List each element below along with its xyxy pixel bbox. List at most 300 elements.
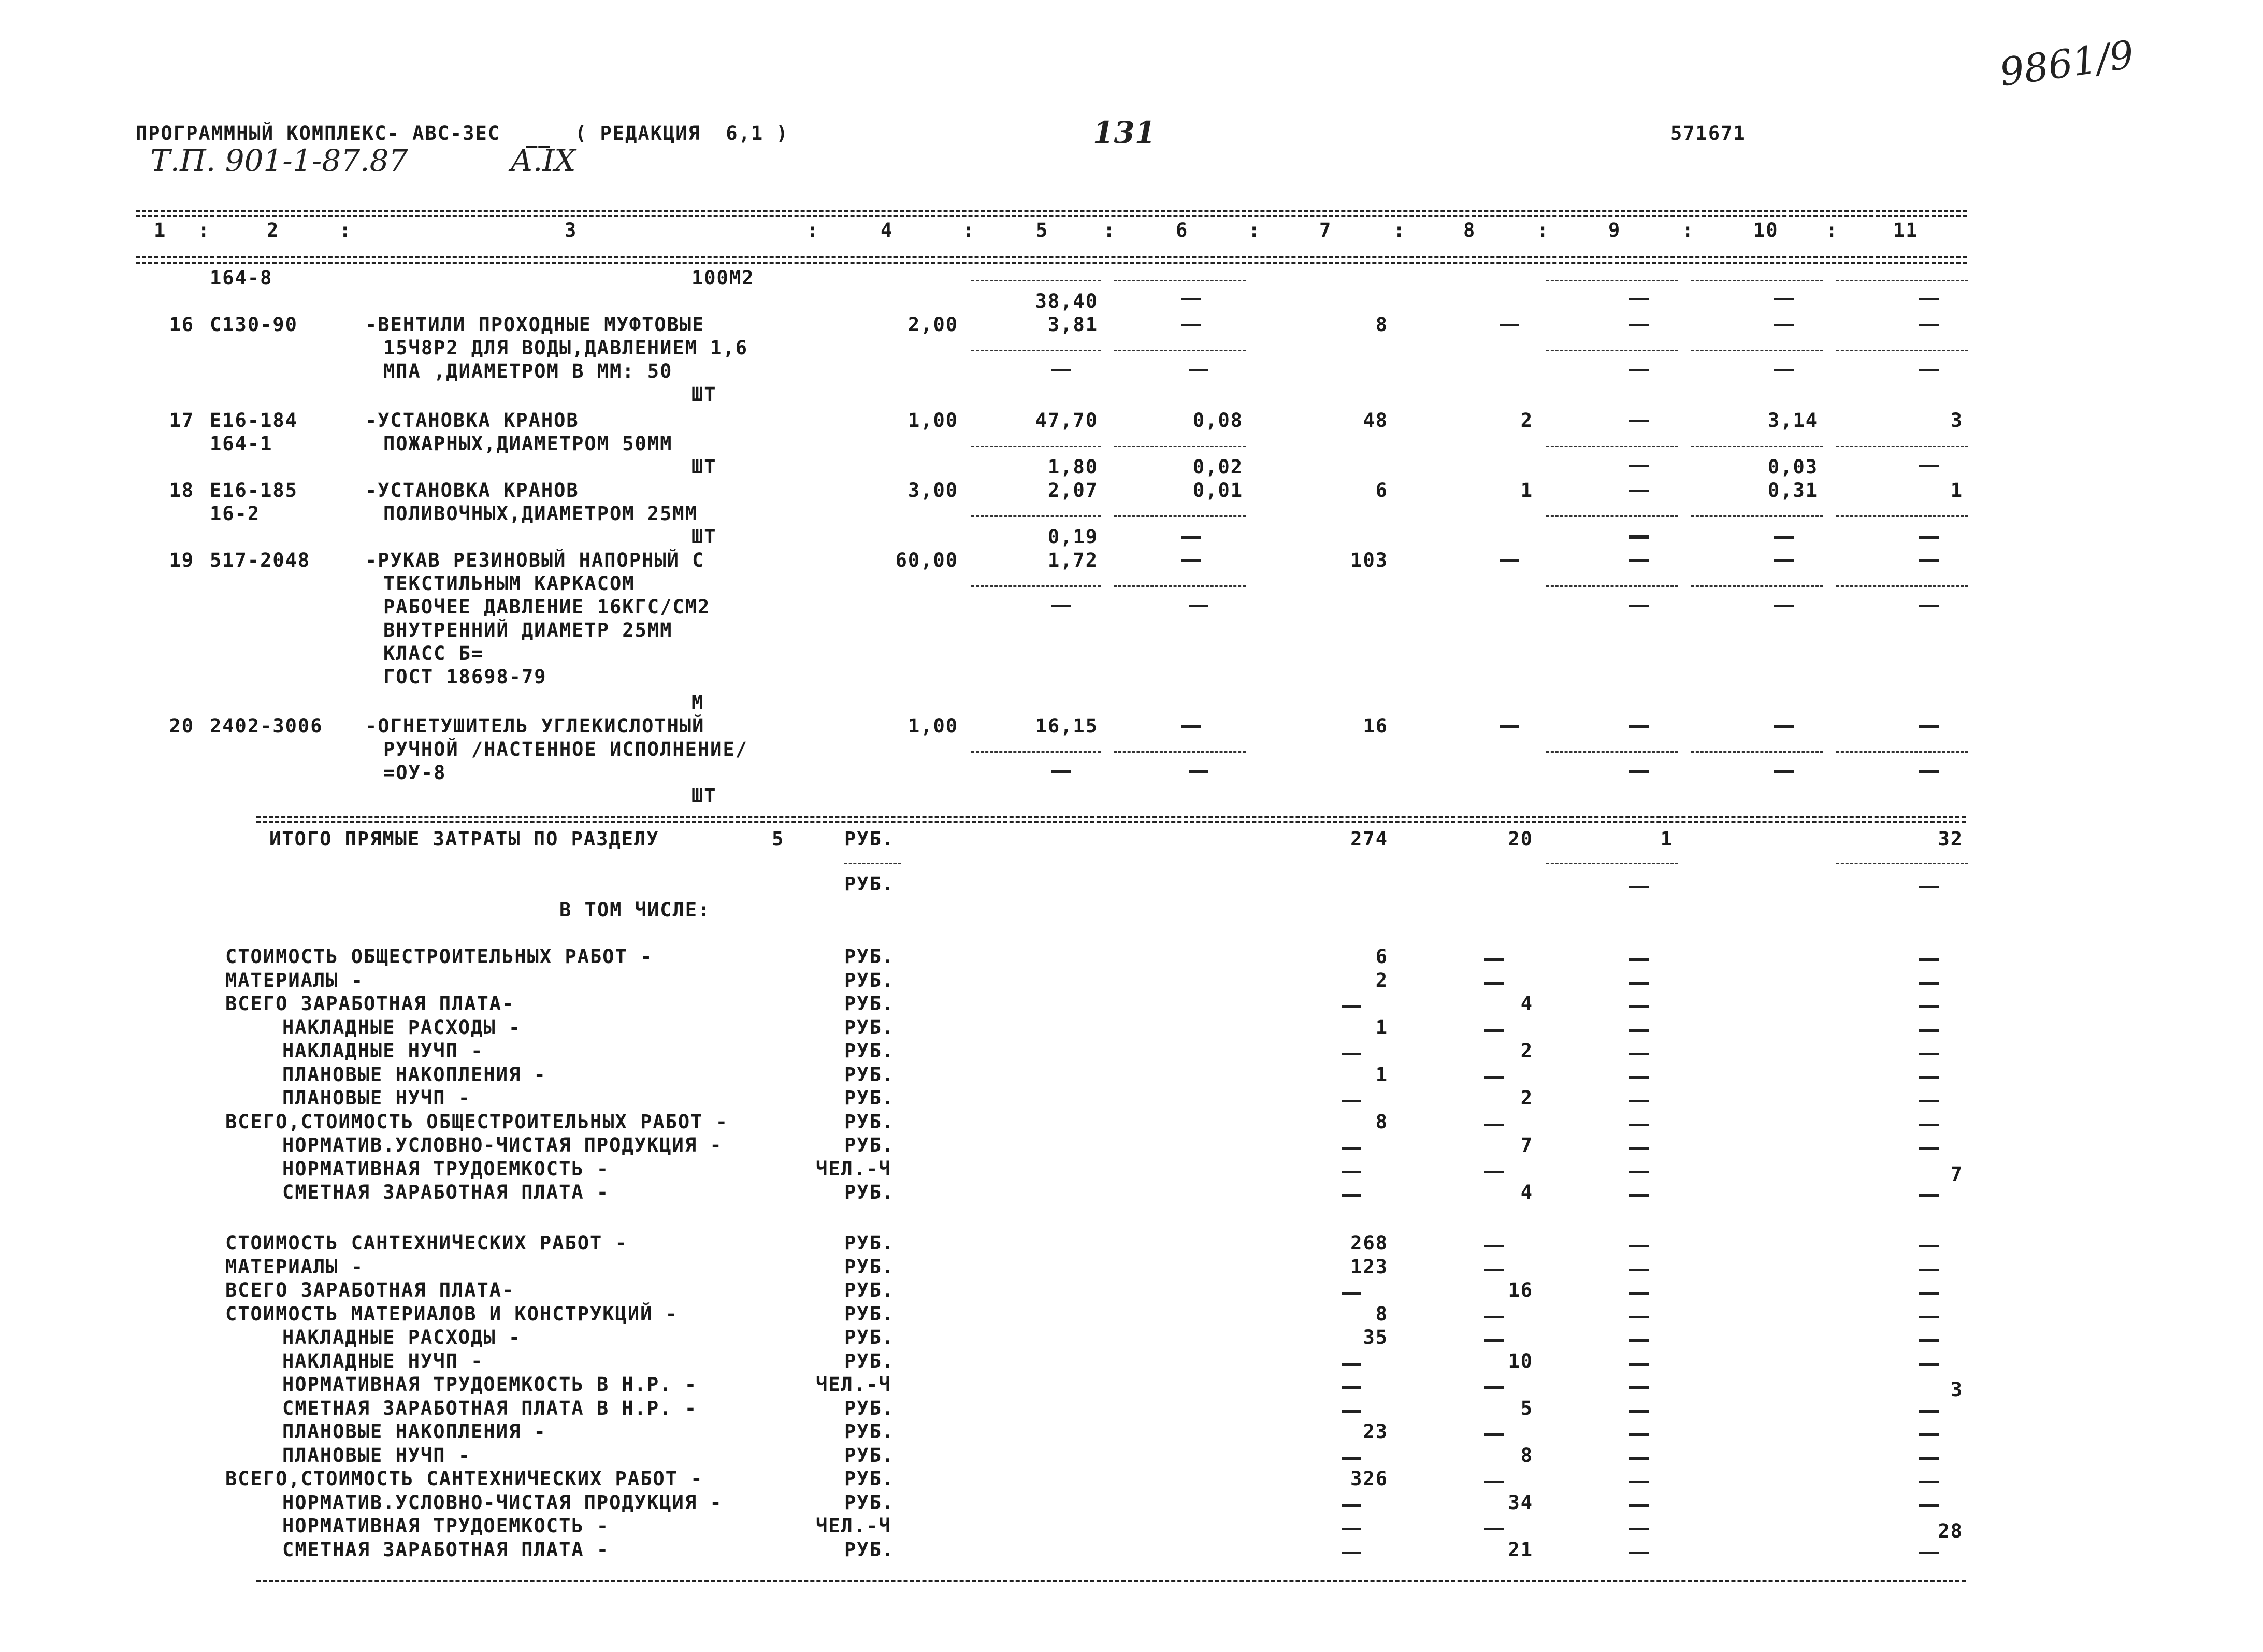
row-code: Е16-185: [210, 479, 298, 501]
empty-cell-dash: [1919, 725, 1939, 728]
row-description-line: =ОУ-8: [383, 762, 446, 784]
row-quantity: 2,00: [907, 313, 958, 336]
summary-col9-dash: [1629, 1245, 1649, 1247]
summary-unit: РУБ.: [844, 1279, 895, 1301]
summary-label: СМЕТНАЯ ЗАРАБОТНАЯ ПЛАТА -: [282, 1181, 610, 1203]
empty-cell-dash: [1774, 536, 1794, 539]
summary-col9-dash: [1629, 1481, 1649, 1483]
empty-cell-dash: [1774, 770, 1794, 773]
row-description-line: ВНУТРЕННИЙ ДИАМЕТР 25ММ: [383, 619, 673, 641]
column-header-4: 4: [881, 219, 893, 241]
summary-col11-dash: [1919, 1194, 1939, 1197]
summary-col9-dash: [1629, 1100, 1649, 1102]
row-number: 18: [169, 479, 194, 501]
row-total: 48: [1363, 409, 1388, 432]
empty-cell-dash: [1919, 324, 1939, 326]
empty-cell-dash: [1919, 605, 1939, 607]
row-price: 1,72: [1047, 549, 1098, 571]
empty-cell-dash: [1919, 298, 1939, 300]
summary-col11-dash: [1919, 982, 1939, 985]
empty-cell-dash: [1919, 536, 1939, 539]
summary-col8-dash: [1484, 1171, 1504, 1173]
page-number: 131: [1093, 115, 1156, 150]
empty-cell-dash: [1051, 369, 1071, 371]
summary-col7-dash: [1342, 1552, 1361, 1554]
row-code-continuation: 16-2: [210, 502, 261, 525]
row-col8: 2: [1520, 409, 1533, 432]
summary-col8: 5: [1520, 1397, 1533, 1419]
summary-label: НАКЛАДНЫЕ РАСХОДЫ -: [282, 1016, 522, 1039]
row-code-continuation: 164-1: [210, 433, 273, 455]
summary-label: ВСЕГО,СТОИМОСТЬ ОБЩЕСТРОИТЕЛЬНЫХ РАБОТ -: [225, 1111, 729, 1133]
row-description-line: МПА ,ДИАМЕТРОМ В ММ: 50: [383, 360, 673, 382]
empty-cell-dash: [1774, 369, 1794, 371]
summary-col9-dash: [1629, 1053, 1649, 1055]
item-code-continuation: 164-8: [210, 267, 273, 289]
summary-col8: 7: [1520, 1134, 1533, 1156]
summary-col8: 2: [1520, 1087, 1533, 1109]
summary-label: НОРМАТИВНАЯ ТРУДОЕМКОСТЬ -: [282, 1158, 610, 1180]
row-description-line: 15Ч8Р2 ДЛЯ ВОДЫ,ДАВЛЕНИЕМ 1,6: [383, 337, 748, 359]
empty-cell-dash: [1629, 324, 1649, 326]
row-price: 3,81: [1047, 313, 1098, 336]
total-col7: 274: [1350, 828, 1388, 850]
summary-col7-dash: [1342, 1504, 1361, 1507]
summary-col9-dash: [1629, 1269, 1649, 1271]
summary-col11-dash: [1919, 1269, 1939, 1271]
summary-col8-dash: [1484, 1124, 1504, 1126]
summary-col11-dash: [1919, 1481, 1939, 1483]
empty-cell-dash: [1181, 324, 1201, 326]
empty-cell-dash: [1189, 369, 1208, 371]
summary-col11-dash: [1919, 1124, 1939, 1126]
summary-col7: 123: [1350, 1256, 1388, 1278]
summary-label: МАТЕРИАЛЫ -: [225, 1256, 364, 1278]
program-title: ПРОГРАММНЫЙ КОМПЛЕКС- АВС-3ЕС: [136, 122, 501, 145]
header-top-rule: [136, 210, 1967, 212]
row-description-line: РАБОЧЕЕ ДАВЛЕНИЕ 16КГС/СМ2: [383, 596, 711, 618]
empty-cell-dash: [1774, 605, 1794, 607]
summary-col9-dash: [1629, 1316, 1649, 1318]
column-separator: :: [1248, 219, 1261, 241]
summary-unit: РУБ.: [844, 945, 895, 968]
summary-col9-dash: [1629, 1386, 1649, 1389]
corner-archive-mark: 9861/9: [1997, 32, 2137, 95]
summary-col11-dash: [1919, 1076, 1939, 1079]
summary-col9-dash: [1629, 1147, 1649, 1150]
summary-col8-dash: [1484, 1245, 1504, 1247]
column-separator: :: [806, 219, 819, 241]
summary-col7-dash: [1342, 1292, 1361, 1295]
summary-unit: РУБ.: [844, 1539, 895, 1561]
summary-unit: РУБ.: [844, 1064, 895, 1086]
summary-col7: 1: [1375, 1016, 1388, 1039]
summary-col9-dash: [1629, 982, 1649, 985]
summary-col9-dash: [1629, 1504, 1649, 1507]
summary-label: СМЕТНАЯ ЗАРАБОТНАЯ ПЛАТА В Н.Р. -: [282, 1397, 698, 1419]
summary-col11-dash: [1919, 1245, 1939, 1247]
empty-cell-dash: [1629, 770, 1649, 773]
summary-col7-dash: [1342, 1386, 1361, 1389]
row-col11: 1: [1950, 479, 1963, 501]
summary-col7-dash: [1342, 1363, 1361, 1366]
summary-col7: 326: [1350, 1468, 1388, 1490]
summary-col8-dash: [1484, 982, 1504, 985]
summary-col9-dash: [1629, 1292, 1649, 1295]
empty-cell-dash: [1181, 298, 1201, 300]
row-number: 19: [169, 549, 194, 571]
summary-col11-dash: [1919, 1147, 1939, 1150]
summary-unit: РУБ.: [844, 1350, 895, 1372]
column-header-7: 7: [1319, 219, 1332, 241]
summary-col11-dash: [1919, 1292, 1939, 1295]
summary-col7-dash: [1342, 1410, 1361, 1413]
row-col10: 3,14: [1767, 409, 1818, 432]
summary-col8-dash: [1484, 1481, 1504, 1483]
column-separator: :: [1537, 219, 1550, 241]
summary-col9-dash: [1629, 1005, 1649, 1008]
summary-col8: 8: [1520, 1444, 1533, 1467]
row-total: 8: [1375, 313, 1388, 336]
row-description-line: -УСТАНОВКА КРАНОВ: [365, 479, 579, 501]
summary-col11: 7: [1950, 1163, 1963, 1185]
row-description-line: РУЧНОЙ /НАСТЕННОЕ ИСПОЛНЕНИЕ/: [383, 738, 748, 760]
summary-col7-dash: [1342, 1005, 1361, 1008]
row-number: 17: [169, 409, 194, 432]
summary-unit: ЧЕЛ.-Ч: [816, 1373, 891, 1396]
empty-cell-dash: [1629, 559, 1649, 562]
row-code: С130-90: [210, 313, 298, 336]
summary-unit: РУБ.: [844, 1397, 895, 1419]
total-unit-2: РУБ.: [844, 873, 895, 895]
summary-label: ВСЕГО,СТОИМОСТЬ САНТЕХНИЧЕСКИХ РАБОТ -: [225, 1468, 703, 1490]
row-price-sub: 0,19: [1047, 526, 1098, 548]
empty-cell-dash: [1629, 886, 1649, 888]
row-code: Е16-184: [210, 409, 298, 432]
summary-col11-dash: [1919, 1339, 1939, 1342]
including-heading: В ТОМ ЧИСЛЕ:: [559, 899, 711, 921]
summary-col9-dash: [1629, 1363, 1649, 1366]
column-header-8: 8: [1463, 219, 1476, 241]
summary-unit: РУБ.: [844, 1444, 895, 1467]
row-number: 16: [169, 313, 194, 336]
summary-col9-dash: [1629, 1171, 1649, 1173]
program-title-underline: __: [526, 125, 551, 148]
row-unit: ШТ: [691, 383, 717, 406]
row-description-line: -РУКАВ РЕЗИНОВЫЙ НАПОРНЫЙ С: [365, 549, 705, 571]
summary-col9-dash: [1629, 1194, 1649, 1197]
summary-col7: 8: [1375, 1111, 1388, 1133]
row-description-line: ТЕКСТИЛЬНЫМ КАРКАСОМ: [383, 572, 635, 595]
row-unit: ШТ: [691, 785, 717, 807]
empty-cell-dash: [1051, 605, 1071, 607]
summary-col11-dash: [1919, 1433, 1939, 1436]
total-col9: 1: [1660, 828, 1673, 850]
empty-cell-dash: [1774, 324, 1794, 326]
summary-unit: РУБ.: [844, 969, 895, 992]
summary-col11-dash: [1919, 1410, 1939, 1413]
summary-col9-dash: [1629, 1410, 1649, 1413]
row-price: 2,07: [1047, 479, 1098, 501]
summary-unit: РУБ.: [844, 1326, 895, 1348]
summary-col8: 16: [1508, 1279, 1533, 1301]
summary-col7-dash: [1342, 1147, 1361, 1150]
header-top-rule-2: [136, 215, 1967, 217]
column-separator: :: [1393, 219, 1406, 241]
row-description-line: -УСТАНОВКА КРАНОВ: [365, 409, 579, 432]
summary-col11-dash: [1919, 1504, 1939, 1507]
summary-label: ПЛАНОВЫЕ НАКОПЛЕНИЯ -: [282, 1064, 546, 1086]
column-separator: :: [1682, 219, 1695, 241]
summary-unit: ЧЕЛ.-Ч: [816, 1515, 891, 1537]
summary-col8: 34: [1508, 1491, 1533, 1514]
summary-col8-dash: [1484, 1316, 1504, 1318]
summary-col9-dash: [1629, 1339, 1649, 1342]
summary-col8-dash: [1484, 1386, 1504, 1389]
summary-col9-dash: [1629, 1457, 1649, 1460]
summary-col8-dash: [1484, 1269, 1504, 1271]
summary-unit: РУБ.: [844, 1420, 895, 1443]
summary-col7-dash: [1342, 1194, 1361, 1197]
row-unit: ШТ: [691, 456, 717, 478]
summary-col8-dash: [1484, 1339, 1504, 1342]
handwritten-album-number: А.IX: [510, 143, 576, 178]
summary-col8: 21: [1508, 1539, 1533, 1561]
row-total: 16: [1363, 715, 1388, 737]
row-price: 16,15: [1035, 715, 1098, 737]
row-unit: М: [691, 692, 704, 714]
summary-col8: 2: [1520, 1040, 1533, 1062]
row-description-line: ГОСТ 18698-79: [383, 666, 547, 688]
header-bottom-rule-2: [136, 262, 1967, 264]
item-unit: 100М2: [691, 267, 755, 289]
summary-label: НОРМАТИВНАЯ ТРУДОЕМКОСТЬ В Н.Р. -: [282, 1373, 698, 1396]
empty-cell-dash: [1181, 536, 1201, 539]
summary-label: НАКЛАДНЫЕ НУЧП -: [282, 1040, 484, 1062]
summary-unit: РУБ.: [844, 1232, 895, 1254]
summary-unit: РУБ.: [844, 1111, 895, 1133]
row-col10-sub: 0,03: [1767, 456, 1818, 478]
summary-col11-dash: [1919, 958, 1939, 961]
total-col8: 20: [1508, 828, 1533, 850]
summary-unit: РУБ.: [844, 1491, 895, 1514]
summary-label: ВСЕГО ЗАРАБОТНАЯ ПЛАТА-: [225, 1279, 515, 1301]
summary-col7: 8: [1375, 1303, 1388, 1325]
row-description-line: -ОГНЕТУШИТЕЛЬ УГЛЕКИСЛОТНЫЙ: [365, 715, 705, 737]
empty-cell-dash: [1500, 725, 1519, 728]
summary-col7: 268: [1350, 1232, 1388, 1254]
total-top-rule: [256, 816, 1966, 818]
summary-label: ПЛАНОВЫЕ НАКОПЛЕНИЯ -: [282, 1420, 546, 1443]
summary-col9-dash: [1629, 1029, 1649, 1032]
row-quantity: 1,00: [907, 715, 958, 737]
column-header-10: 10: [1753, 219, 1779, 241]
summary-col9-dash: [1629, 1528, 1649, 1530]
empty-cell-dash: [1919, 369, 1939, 371]
column-separator: :: [339, 219, 352, 241]
row-description-line: ПОЖАРНЫХ,ДИАМЕТРОМ 50ММ: [383, 433, 673, 455]
empty-cell-dash: [1189, 605, 1208, 607]
document-code: 571671: [1670, 122, 1746, 145]
summary-label: НОРМАТИВ.УСЛОВНО-ЧИСТАЯ ПРОДУКЦИЯ -: [282, 1134, 723, 1156]
empty-cell-dash: [1629, 536, 1649, 539]
column-separator: :: [198, 219, 211, 241]
total-top-rule-2: [256, 821, 1966, 823]
row-col8: 1: [1520, 479, 1533, 501]
row-code: 517-2048: [210, 549, 311, 571]
summary-col7-dash: [1342, 1457, 1361, 1460]
summary-col7-dash: [1342, 1528, 1361, 1530]
summary-label: СТОИМОСТЬ ОБЩЕСТРОИТЕЛЬНЫХ РАБОТ -: [225, 945, 653, 968]
summary-col11-dash: [1919, 1100, 1939, 1102]
summary-col11-dash: [1919, 1029, 1939, 1032]
row-col6: 0,08: [1192, 409, 1243, 432]
empty-cell-dash: [1629, 369, 1649, 371]
summary-unit: РУБ.: [844, 993, 895, 1015]
column-header-6: 6: [1176, 219, 1189, 241]
summary-label: ВСЕГО ЗАРАБОТНАЯ ПЛАТА-: [225, 993, 515, 1015]
empty-cell-dash: [1919, 559, 1939, 562]
empty-cell-dash: [1629, 465, 1649, 467]
summary-unit: РУБ.: [844, 1181, 895, 1203]
empty-cell-dash: [1629, 490, 1649, 492]
summary-col9-dash: [1629, 1124, 1649, 1126]
row-description-line: КЛАСС Б=: [383, 642, 484, 665]
summary-unit: РУБ.: [844, 1256, 895, 1278]
summary-unit: РУБ.: [844, 1016, 895, 1039]
total-label: ИТОГО ПРЯМЫЕ ЗАТРАТЫ ПО РАЗДЕЛУ: [269, 828, 659, 850]
edition-label: ( РЕДАКЦИЯ 6,1 ): [575, 122, 789, 145]
column-separator: :: [962, 219, 975, 241]
row-col11: 3: [1950, 409, 1963, 432]
row-code: 2402-3006: [210, 715, 323, 737]
row-quantity: 60,00: [895, 549, 958, 571]
row-price-top: 38,40: [1035, 290, 1098, 312]
summary-col11-dash: [1919, 1316, 1939, 1318]
summary-col11: 3: [1950, 1378, 1963, 1401]
row-col10: 0,31: [1767, 479, 1818, 501]
column-header-5: 5: [1036, 219, 1049, 241]
row-description-line: ПОЛИВОЧНЫХ,ДИАМЕТРОМ 25ММ: [383, 502, 698, 525]
summary-col11-dash: [1919, 1552, 1939, 1554]
empty-cell-dash: [1189, 770, 1208, 773]
summary-col7-dash: [1342, 1053, 1361, 1055]
column-header-11: 11: [1893, 219, 1919, 241]
row-total: 6: [1375, 479, 1388, 501]
empty-cell-dash: [1629, 725, 1649, 728]
empty-cell-dash: [1500, 559, 1519, 562]
column-header-3: 3: [565, 219, 578, 241]
summary-unit: РУБ.: [844, 1087, 895, 1109]
summary-col8-dash: [1484, 1528, 1504, 1530]
header-bottom-rule: [136, 256, 1967, 258]
summary-col7-dash: [1342, 1100, 1361, 1102]
empty-cell-dash: [1774, 559, 1794, 562]
summary-col7: 35: [1363, 1326, 1388, 1348]
summary-unit: РУБ.: [844, 1040, 895, 1062]
summary-label: НОРМАТИВНАЯ ТРУДОЕМКОСТЬ -: [282, 1515, 610, 1537]
summary-col8: 4: [1520, 1181, 1533, 1203]
summary-unit: ЧЕЛ.-Ч: [816, 1158, 891, 1180]
summary-col7: 23: [1363, 1420, 1388, 1443]
summary-col9-dash: [1629, 1076, 1649, 1079]
column-header-2: 2: [267, 219, 280, 241]
row-unit: ШТ: [691, 526, 717, 548]
column-header-1: 1: [154, 219, 167, 241]
row-quantity: 3,00: [907, 479, 958, 501]
summary-label: НАКЛАДНЫЕ НУЧП -: [282, 1350, 484, 1372]
empty-cell-dash: [1919, 886, 1939, 888]
row-col6: 0,01: [1192, 479, 1243, 501]
row-description-line: -ВЕНТИЛИ ПРОХОДНЫЕ МУФТОВЫЕ: [365, 313, 705, 336]
row-total: 103: [1350, 549, 1388, 571]
row-col6-sub: 0,02: [1192, 456, 1243, 478]
empty-cell-dash: [1500, 324, 1519, 326]
summary-col11-dash: [1919, 1053, 1939, 1055]
summary-col7-dash: [1342, 1171, 1361, 1173]
empty-cell-dash: [1181, 725, 1201, 728]
row-number: 20: [169, 715, 194, 737]
total-col11: 32: [1938, 828, 1963, 850]
summary-col8-dash: [1484, 1433, 1504, 1436]
empty-cell-dash: [1051, 770, 1071, 773]
summary-col8-dash: [1484, 958, 1504, 961]
summary-col11-dash: [1919, 1457, 1939, 1460]
column-separator: :: [1826, 219, 1839, 241]
summary-col8: 4: [1520, 993, 1533, 1015]
summary-col8: 10: [1508, 1350, 1533, 1372]
summary-col8-dash: [1484, 1076, 1504, 1079]
summary-col11-dash: [1919, 1005, 1939, 1008]
empty-cell-dash: [1181, 559, 1201, 562]
summary-label: СТОИМОСТЬ МАТЕРИАЛОВ И КОНСТРУКЦИЙ -: [225, 1303, 678, 1325]
row-price-sub: 1,80: [1047, 456, 1098, 478]
summary-unit: РУБ.: [844, 1134, 895, 1156]
empty-cell-dash: [1629, 298, 1649, 300]
empty-cell-dash: [1919, 465, 1939, 467]
row-price: 47,70: [1035, 409, 1098, 432]
empty-cell-dash: [1629, 605, 1649, 607]
summary-label: ПЛАНОВЫЕ НУЧП -: [282, 1444, 471, 1467]
summary-label: НАКЛАДНЫЕ РАСХОДЫ -: [282, 1326, 522, 1348]
summary-unit: РУБ.: [844, 1468, 895, 1490]
bottom-rule: [256, 1580, 1966, 1582]
empty-cell-dash: [1629, 420, 1649, 422]
row-quantity: 1,00: [907, 409, 958, 432]
total-unit: РУБ.: [844, 828, 895, 850]
summary-col9-dash: [1629, 1552, 1649, 1554]
summary-col8-dash: [1484, 1029, 1504, 1032]
summary-label: МАТЕРИАЛЫ -: [225, 969, 364, 992]
summary-unit: РУБ.: [844, 1303, 895, 1325]
summary-col11: 28: [1938, 1520, 1963, 1542]
empty-cell-dash: [1774, 725, 1794, 728]
summary-col9-dash: [1629, 958, 1649, 961]
summary-label: СТОИМОСТЬ САНТЕХНИЧЕСКИХ РАБОТ -: [225, 1232, 628, 1254]
summary-label: НОРМАТИВ.УСЛОВНО-ЧИСТАЯ ПРОДУКЦИЯ -: [282, 1491, 723, 1514]
handwritten-project-number: Т.П. 901-1-87.87: [150, 143, 408, 178]
summary-label: ПЛАНОВЫЕ НУЧП -: [282, 1087, 471, 1109]
empty-cell-dash: [1774, 298, 1794, 300]
summary-col11-dash: [1919, 1363, 1939, 1366]
total-section-number: 5: [772, 828, 785, 850]
empty-cell-dash: [1919, 770, 1939, 773]
summary-label: СМЕТНАЯ ЗАРАБОТНАЯ ПЛАТА -: [282, 1539, 610, 1561]
summary-col7: 1: [1375, 1064, 1388, 1086]
column-header-9: 9: [1608, 219, 1621, 241]
summary-col7: 2: [1375, 969, 1388, 992]
summary-col9-dash: [1629, 1433, 1649, 1436]
